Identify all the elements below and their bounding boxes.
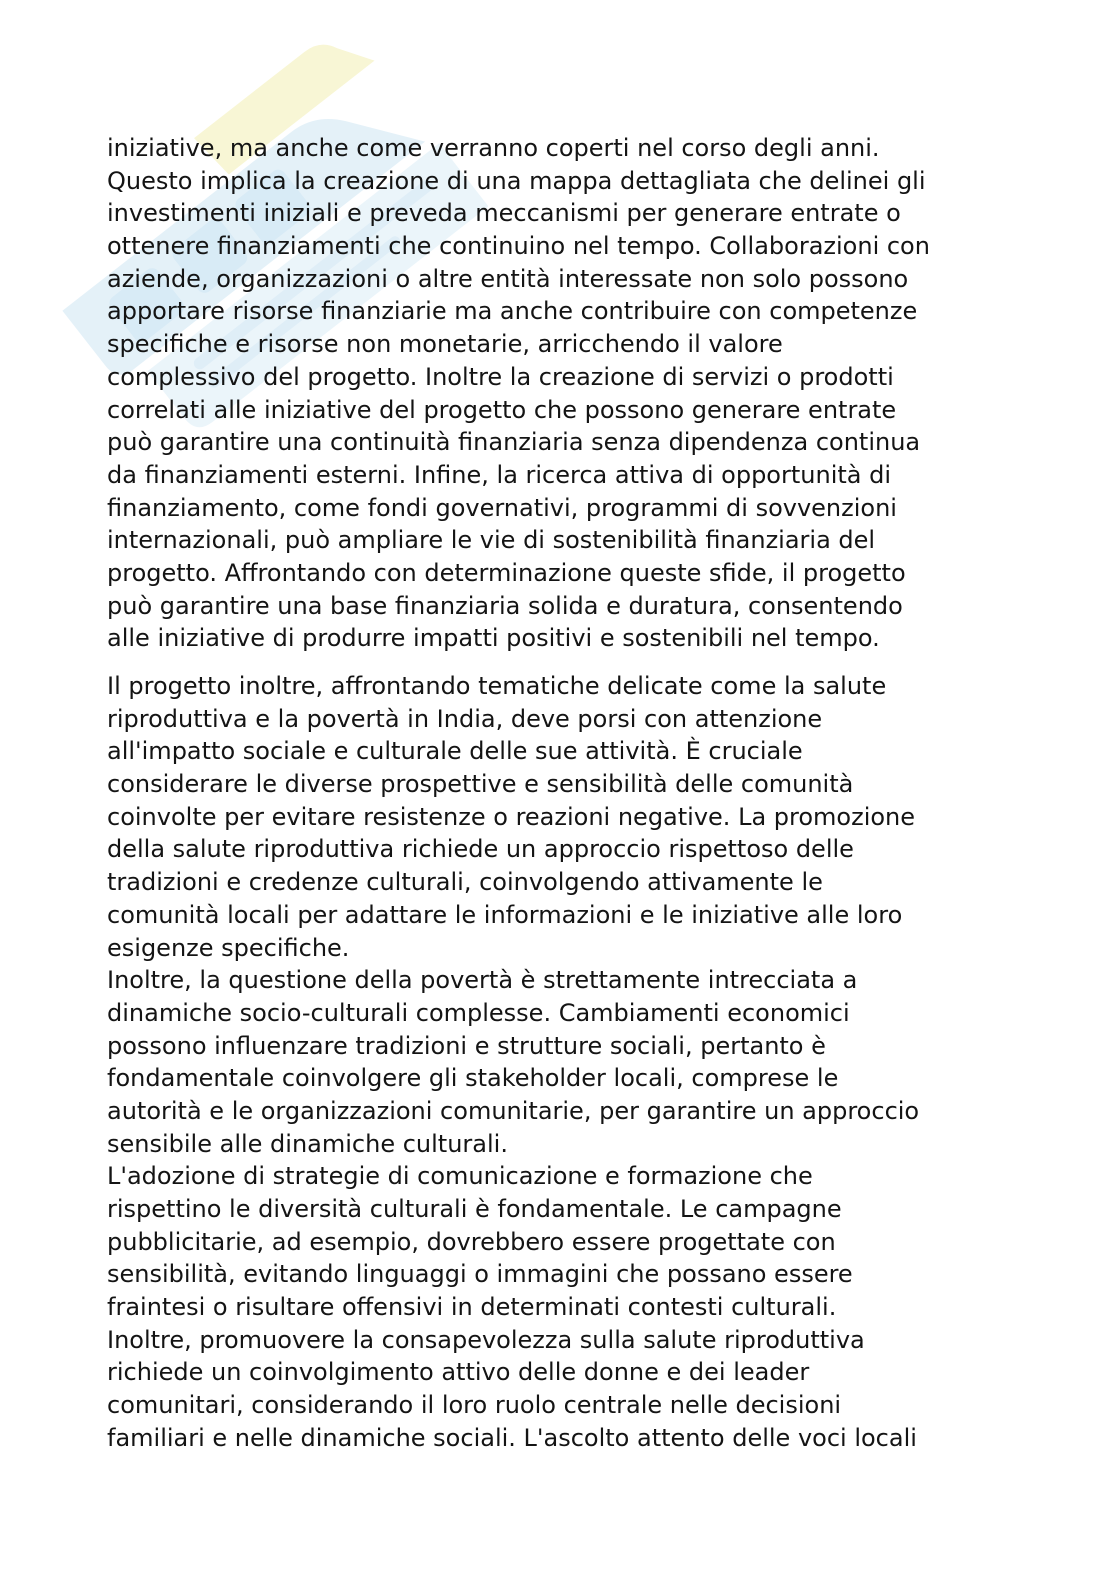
text-line: sensibilità, evitando linguaggi o immagini che possano essere bbox=[107, 1260, 853, 1289]
text-line: iniziative, ma anche come verranno coperti nel corso degli anni. bbox=[107, 134, 880, 162]
text-line: Il progetto inoltre, affrontando tematiche delicate come la salute bbox=[107, 672, 887, 700]
text-line: pubblicitarie, ad esempio, dovrebbero essere progettate con bbox=[107, 1227, 836, 1256]
text-line: comunità locali per adattare le informazioni e le iniziative alle loro bbox=[107, 900, 903, 929]
text-line: aziende, organizzazioni o altre entità interessate non solo possono bbox=[107, 264, 909, 293]
text-line: considerare le diverse prospettive e sensibilità delle comunità bbox=[107, 770, 854, 799]
paragraph-funding bbox=[107, 132, 1067, 655]
text-line: familiari e nelle dinamiche sociali. L'ascolto attento delle voci locali bbox=[107, 1423, 917, 1452]
text-line: finanziamento, come fondi governativi, programmi di sovvenzioni bbox=[107, 493, 897, 522]
text-line: riproduttiva e la povertà in India, deve porsi con attenzione bbox=[107, 704, 823, 733]
text-line: richiede un coinvolgimento attivo delle donne e dei leader bbox=[107, 1358, 810, 1387]
text-line: ottenere finanziamenti che continuino nel tempo. Collaborazioni con bbox=[107, 232, 930, 261]
text-line: esigenze specifiche. bbox=[107, 933, 350, 962]
text-line: Questo implica la creazione di una mappa dettagliata che delinei gli bbox=[107, 166, 926, 195]
text-line: investimenti iniziali e preveda meccanismi per generare entrate o bbox=[107, 199, 901, 228]
text-line: può garantire una base finanziaria solida e duratura, consentendo bbox=[107, 591, 903, 620]
text-line: apportare risorse finanziarie ma anche contribuire con competenze bbox=[107, 297, 918, 326]
document-body bbox=[107, 132, 1067, 1470]
text-line: sensibile alle dinamiche culturali. bbox=[107, 1129, 508, 1158]
text-line: possono influenzare tradizioni e strutture sociali, pertanto è bbox=[107, 1031, 826, 1060]
text-line: Inoltre, promuovere la consapevolezza sulla salute riproduttiva bbox=[107, 1325, 865, 1354]
text-line: L'adozione di strategie di comunicazione e formazione che bbox=[107, 1162, 813, 1191]
text-line: da finanziamenti esterni. Infine, la ricerca attiva di opportunità di bbox=[107, 460, 892, 489]
text-line: comunitari, considerando il loro ruolo centrale nelle decisioni bbox=[107, 1391, 842, 1420]
text-line: autorità e le organizzazioni comunitarie, per garantire un approccio bbox=[107, 1096, 920, 1125]
text-line: all'impatto sociale e culturale delle sue attività. È cruciale bbox=[107, 737, 803, 766]
text-line: specifiche e risorse non monetarie, arricchendo il valore bbox=[107, 330, 783, 359]
text-line: progetto. Affrontando con determinazione queste sfide, il progetto bbox=[107, 558, 906, 587]
text-line: tradizioni e credenze culturali, coinvolgendo attivamente le bbox=[107, 868, 823, 897]
text-line: alle iniziative di produrre impatti positivi e sostenibili nel tempo. bbox=[107, 624, 880, 653]
text-line: complessivo del progetto. Inoltre la creazione di servizi o prodotti bbox=[107, 362, 894, 391]
paragraph-social-impact bbox=[107, 670, 1067, 1455]
text-line: rispettino le diversità culturali è fondamentale. Le campagne bbox=[107, 1195, 842, 1223]
text-line: fraintesi o risultare offensivi in determinati contesti culturali. bbox=[107, 1293, 837, 1322]
text-line: internazionali, può ampliare le vie di sostenibilità finanziaria del bbox=[107, 526, 876, 555]
text-line: può garantire una continuità finanziaria senza dipendenza continua bbox=[107, 428, 921, 457]
text-line: fondamentale coinvolgere gli stakeholder locali, comprese le bbox=[107, 1064, 839, 1093]
text-line: dinamiche socio-culturali complesse. Cambiamenti economici bbox=[107, 998, 850, 1027]
text-line: Inoltre, la questione della povertà è strettamente intrecciata a bbox=[107, 966, 858, 995]
text-line: coinvolte per evitare resistenze o reazioni negative. La promozione bbox=[107, 802, 916, 831]
text-line: correlati alle iniziative del progetto che possono generare entrate bbox=[107, 395, 897, 424]
text-line: della salute riproduttiva richiede un approccio rispettoso delle bbox=[107, 835, 854, 864]
